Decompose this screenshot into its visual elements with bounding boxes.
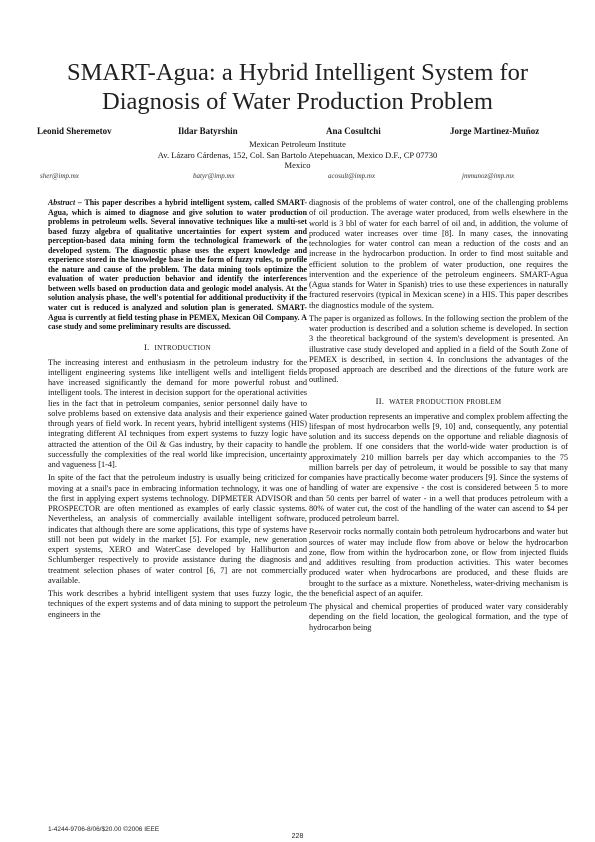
section-number: II. bbox=[375, 395, 385, 406]
author-email: batyr@imp.mx bbox=[193, 172, 235, 180]
section-title: INTRODUCTION bbox=[154, 343, 211, 352]
paragraph: Water production represents an imperative and complex problem affecting the lifespan of most hydrocarbon wells [9, 10] and, consequently, any potential solution and its success depends on the opportune and reliable diagnosis of the problem. If one considers that the world-wide water production is of approximately 210 million barrels per day which accompanies to the 75 million barrels per day of petroleum, it would be possible to say that many companies have practically become water producers [9]. Since the systems of handling of water are expensive - the cost is considered between 5 to more than 50 cents per barrel of water - in a well that produces petroleum with a 80% of water cut, the cost of the handling of the water can ascend to $4 per produced petroleum barrel. bbox=[309, 411, 568, 523]
copyright-notice: 1-4244-9706-8/06/$20.00 ©2006 IEEE bbox=[48, 826, 160, 833]
abstract bbox=[48, 198, 307, 332]
abstract-label: Abstract – bbox=[48, 198, 82, 207]
author-name: Ildar Batyrshin bbox=[178, 126, 238, 136]
author-email: acosult@imp.mx bbox=[328, 172, 376, 180]
paragraph: diagnosis of the problems of water control, one of the challenging problems of oil production. The average water produced, from wells elsewhere in the world is 3 bbl of water for each barrel of oil and, in addition, the volume of produced water increases over time [8]. In many cases, the innovating technologies for water control can mean a reduction of the costs and an increase in the hydrocarbon production. In order to find most suitable and efficient solution to the problem of water production, one requires the intervention and the experience of the petroleum engineers. SMART-Agua (Agua stands for Water in Spanish) tries to use these experiences in naturally fractured reservoirs (typical in Mexican scene) in a HIS. This paper describes the diagnostics module of the system. bbox=[309, 198, 568, 310]
section-number: I. bbox=[144, 341, 150, 352]
page-number: 228 bbox=[291, 833, 304, 840]
paragraph: Reservoir rocks normally contain both petroleum hydrocarbons and water but sources of water may include flow from above or below the hydrocarbon zone, flow from within the hydrocarbon zone, or flow from injected fluids and additives resulting from production activities. This water becomes produced water when hydrocarbons are produced, and these fluids are brought to the surface as a mixture. Nonetheless, water-driving mechanism is the beneficial aspect of an aquifer. bbox=[309, 527, 568, 598]
author-list bbox=[30, 126, 565, 138]
paragraph: In spite of the fact that the petroleum industry is usually being criticized for moving at a snail's pace in embracing information technology, it was one of the first in applying expert systems technology. DIPMETER ADVISOR and PROSPECTOR are often mentioned as examples of early classic systems. Nevertheless, an analysis of commercially available intelligent software, indicates that although there are some applications, this type of systems have still not been put widely in the market [5]. For example, new generation expert systems, XERO and WaterCase developed by Halliburton and Schlumberger respectively to provide assistance during the diagnosis and treatment selection phases of water control [6, 7] are not commercially available. bbox=[48, 473, 307, 585]
section-title: WATER PRODUCTION PROBLEM bbox=[389, 397, 502, 406]
author-email: jmmunoz@imp.mx bbox=[462, 172, 515, 180]
section-heading-water-production bbox=[309, 396, 568, 406]
paragraph: The increasing interest and enthusiasm in the petroleum industry for the intelligent engineering systems like intelligent wells and intelligent fields have increased significantly the demand for more powerful robust and intelligent tools. The interest in decision support for the operational activities lies in the fact that in petroleum companies, senior personnel daily have to solve problems based on extensive data analysis and their experience gained through years of field work. In recent years, hybrid intelligent systems (HIS) integrating different AI techniques from expert systems to fuzzy logic have attracted the attention of the Oil & Gas industry, by their capacity to handle successfully the complexities of the real world like imprecision, uncertainty and vagueness [1-4]. bbox=[48, 357, 307, 470]
author-name: Ana Cosultchi bbox=[326, 126, 381, 136]
paragraph: This work describes a hybrid intelligent system that uses fuzzy logic, the techniques of the expert systems and of data mining to support the petroleum engineers in the bbox=[48, 589, 307, 619]
paper-title: SMART-Agua: a Hybrid Intelligent System for Diagnosis of Water Production Problem bbox=[66, 59, 529, 115]
right-column bbox=[309, 198, 568, 636]
author-name: Leonid Sheremetov bbox=[37, 126, 112, 136]
affiliation-address: Av. Lázaro Cárdenas, 152, Col. San Bartolo Atepehuacan, Mexico D.F., CP 07730 bbox=[157, 149, 438, 160]
author-name: Jorge Martinez-Muñoz bbox=[450, 126, 540, 136]
left-column bbox=[48, 198, 307, 623]
email-list bbox=[30, 172, 565, 182]
affiliation-institute: Mexican Petroleum Institute bbox=[249, 139, 346, 149]
affiliation bbox=[30, 139, 565, 171]
affiliation-country: Mexico bbox=[284, 160, 311, 170]
author-email: sher@imp.mx bbox=[40, 172, 79, 180]
section-heading-introduction bbox=[48, 342, 307, 352]
abstract-text: This paper describes a hybrid intelligent system, called SMART-Agua, which is aimed to diagnose and give solution to water production problems in petroleum wells. Several innovative techniques like a multi-set based fuzzy algebra of qualitative uncertainties for expert system and perception-based data mining form the technological framework of the developed system. The diagnostic phase uses the expert knowledge and experience stored in the knowledge base in the form of fuzzy rules, to profile the nature and cause of the problem. The data mining tools optimize the evaluation of water production behavior and identify the interferences between wells based on production data and geologic model analysis. At the solution analysis phase, the well's potential for additional productivity if the water cut is reduced is analyzed and solution plan is generated. SMART-Agua is currently at field testing phase in PEMEX, Mexican Oil Company. A case study and some preliminary results are discussed. bbox=[48, 198, 307, 332]
paragraph: The physical and chemical properties of produced water vary considerably depending on the field location, the geological formation, and the type of hydrocarbon being bbox=[309, 602, 568, 632]
paragraph: The paper is organized as follows. In the following section the problem of the water production is described and a solution scheme is developed. In section 3 the theoretical background of the system's development is presented. An illustrative case study developed and applied in a field of the South Zone of PEMEX is described, in section 4. In conclusions the advantages of the proposed approach are described and the directions of the future work are outlined. bbox=[309, 313, 568, 385]
